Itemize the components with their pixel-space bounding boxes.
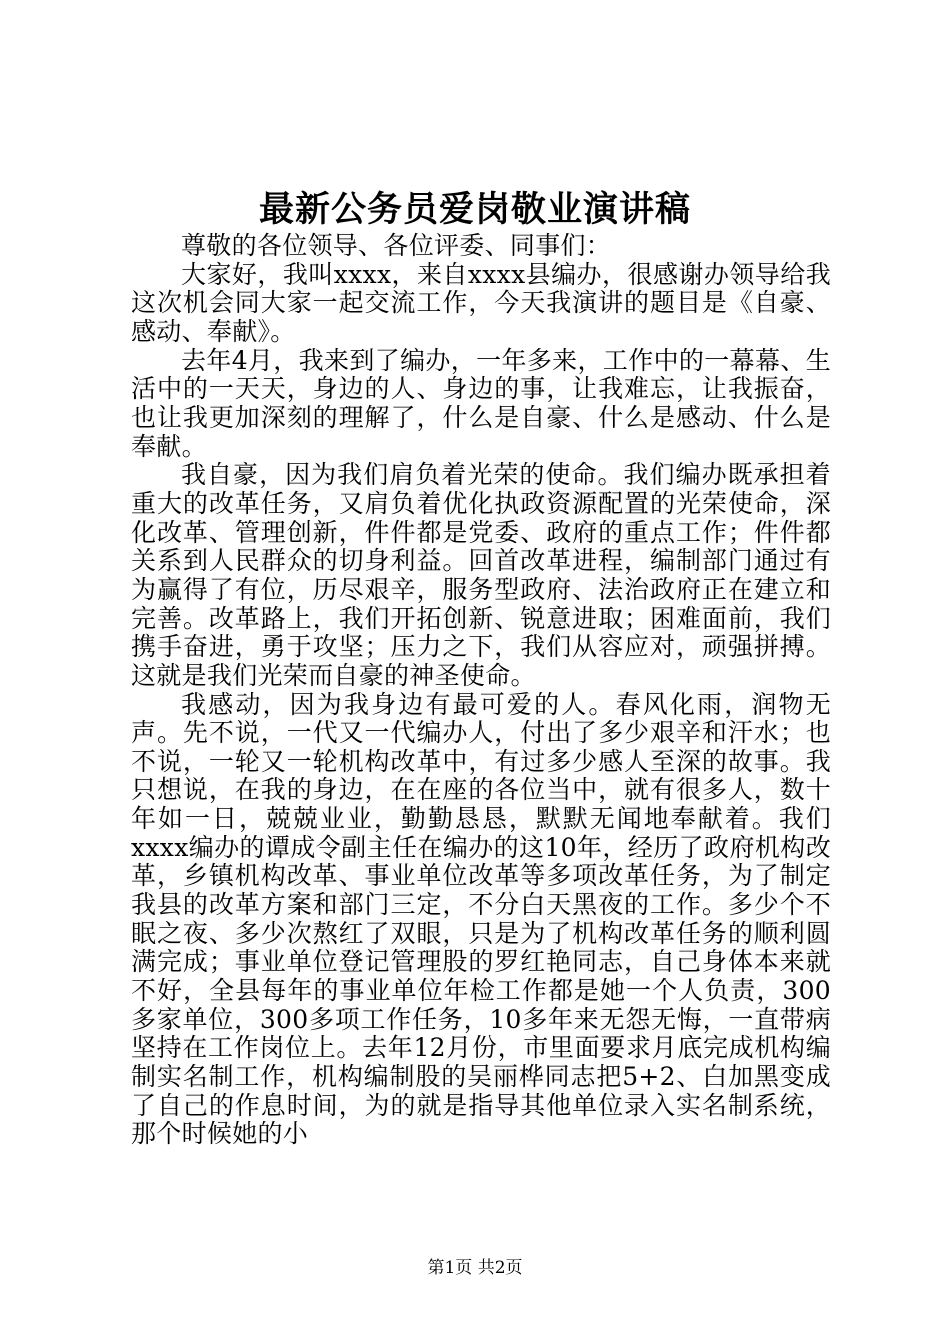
paragraph-background: 去年4月，我来到了编办，一年多来，工作中的一幕幕、生活中的一天天，身边的人、身边的事，让我难忘，让我振奋，也让我更加深刻的理解了，什么是自豪、什么是感动、什么是奉献。 [131,345,831,461]
paragraph-moved: 我感动，因为我身边有最可爱的人。春风化雨，润物无声。先不说，一代又一代编办人，付出了多少艰辛和汗水；也不说，一轮又一轮机构改革中，有过多少感人至深的故事。我只想说，在我的身边，在在座的各位当中，就有很多人，数十年如一日，兢兢业业，勤勤恳恳，默默无闻地奉献着。我们xxxx编办的谭成令副主任在编办的这10年，经历了政府机构改革，乡镇机构改革、事业单位改革等多项改革任务，为了制定我县的改革方案和部门三定，不分白天黑夜的工作。多少个不眠之夜、多少次熬红了双眼，只是为了机构改革任务的顺利圆满完成；事业单位登记管理股的罗红艳同志，自己身体本来就不好，全县每年的事业单位年检工作都是她一个人负责，300多家单位，300多项工作任务，10多年来无怨无悔，一直带病坚持在工作岗位上。去年12月份，市里面要求月底完成机构编制实名制工作，机构编制股的吴丽桦同志把5+2、白加黑变成了自己的作息时间，为的就是指导其他单位录入实名制系统，那个时候她的小 [131,689,831,1149]
paragraph-intro: 大家好，我叫xxxx，来自xxxx县编办，很感谢办领导给我这次机会同大家一起交流工作，今天我演讲的题目是《自豪、感动、奉献》。 [131,259,831,346]
document-title: 最新公务员爱岗敬业演讲稿 [258,189,691,230]
page-footer: 第1页 共2页 [427,1258,523,1278]
paragraph-salutation: 尊敬的各位领导、各位评委、同事们： [181,231,612,260]
paragraph-pride: 我自豪，因为我们肩负着光荣的使命。我们编办既承担着重大的改革任务，又肩负着优化执政资源配置的光荣使命，深化改革、管理创新，件件都是党委、政府的重点工作；件件都关系到人民群众的切身利益。回首改革进程，编制部门通过有为赢得了有位，历尽艰辛，服务型政府、法治政府正在建立和完善。改革路上，我们开拓创新、锐意进取；困难面前，我们携手奋进，勇于攻坚；压力之下，我们从容应对，顽强拼搏。这就是我们光荣而自豪的神圣使命。 [131,460,831,690]
document-body [131,232,831,1149]
